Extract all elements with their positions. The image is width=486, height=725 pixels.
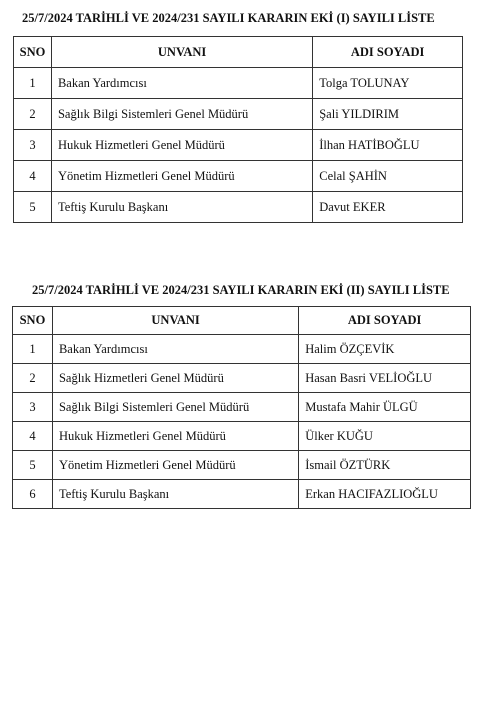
cell-adi-soyadi: Mustafa Mahir ÜLGÜ: [299, 393, 471, 422]
table-header-row: [14, 37, 463, 68]
header-sno: SNO: [13, 307, 53, 335]
cell-sno: 3: [13, 393, 53, 422]
cell-unvani: Teftiş Kurulu Başkanı: [51, 192, 312, 223]
cell-sno: 4: [13, 422, 53, 451]
cell-adi-soyadi: Davut EKER: [313, 192, 463, 223]
cell-sno: 3: [14, 130, 52, 161]
cell-unvani: Hukuk Hizmetleri Genel Müdürü: [52, 422, 298, 451]
table-row: [14, 130, 463, 161]
cell-adi-soyadi: İsmail ÖZTÜRK: [299, 451, 471, 480]
table-row: [14, 68, 463, 99]
cell-adi-soyadi: Celal ŞAHİN: [313, 161, 463, 192]
table-row: [13, 451, 471, 480]
cell-adi-soyadi: İlhan HATİBOĞLU: [313, 130, 463, 161]
cell-sno: 2: [13, 364, 53, 393]
cell-sno: 5: [14, 192, 52, 223]
header-unvani: UNVANI: [51, 37, 312, 68]
cell-sno: 2: [14, 99, 52, 130]
cell-adi-soyadi: Şali YILDIRIM: [313, 99, 463, 130]
table-row: [13, 335, 471, 364]
cell-sno: 1: [14, 68, 52, 99]
cell-unvani: Teftiş Kurulu Başkanı: [52, 480, 298, 509]
cell-unvani: Yönetim Hizmetleri Genel Müdürü: [51, 161, 312, 192]
table-row: [13, 480, 471, 509]
header-sno: SNO: [14, 37, 52, 68]
cell-unvani: Yönetim Hizmetleri Genel Müdürü: [52, 451, 298, 480]
cell-unvani: Bakan Yardımcısı: [52, 335, 298, 364]
cell-unvani: Sağlık Hizmetleri Genel Müdürü: [52, 364, 298, 393]
header-unvani: UNVANI: [52, 307, 298, 335]
cell-unvani: Sağlık Bilgi Sistemleri Genel Müdürü: [52, 393, 298, 422]
cell-sno: 1: [13, 335, 53, 364]
cell-sno: 4: [14, 161, 52, 192]
table-row: [13, 422, 471, 451]
table-row: [14, 99, 463, 130]
cell-adi-soyadi: Halim ÖZÇEVİK: [299, 335, 471, 364]
cell-adi-soyadi: Erkan HACIFAZLIOĞLU: [299, 480, 471, 509]
cell-sno: 5: [13, 451, 53, 480]
list-2-table: [12, 306, 471, 509]
list-1-table: [13, 36, 463, 223]
table-row: [14, 192, 463, 223]
cell-adi-soyadi: Ülker KUĞU: [299, 422, 471, 451]
table-row: [14, 161, 463, 192]
table-header-row: [13, 307, 471, 335]
cell-unvani: Hukuk Hizmetleri Genel Müdürü: [51, 130, 312, 161]
cell-adi-soyadi: Tolga TOLUNAY: [313, 68, 463, 99]
list-1-title: 25/7/2024 TARİHLİ VE 2024/231 SAYILI KARARIN EKİ (I) SAYILI LİSTE: [22, 11, 435, 25]
list-2-title: 25/7/2024 TARİHLİ VE 2024/231 SAYILI KARARIN EKİ (II) SAYILI LİSTE: [32, 283, 450, 297]
cell-sno: 6: [13, 480, 53, 509]
header-adi-soyadi: ADI SOYADI: [299, 307, 471, 335]
cell-adi-soyadi: Hasan Basri VELİOĞLU: [299, 364, 471, 393]
table-row: [13, 364, 471, 393]
table-row: [13, 393, 471, 422]
cell-unvani: Sağlık Bilgi Sistemleri Genel Müdürü: [51, 99, 312, 130]
cell-unvani: Bakan Yardımcısı: [51, 68, 312, 99]
header-adi-soyadi: ADI SOYADI: [313, 37, 463, 68]
